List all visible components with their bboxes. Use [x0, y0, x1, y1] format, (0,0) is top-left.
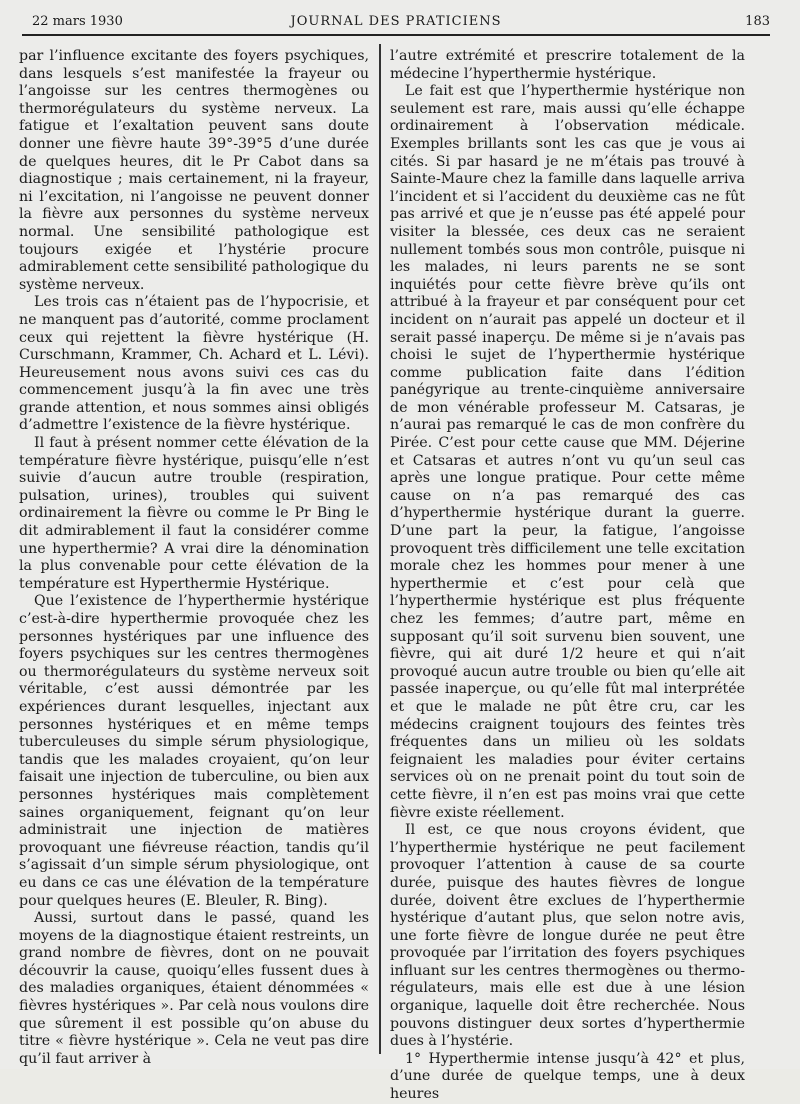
page-number: 183 [745, 14, 770, 29]
journal-title: JOURNAL DES PRATICIENS [290, 14, 502, 29]
paragraph: par l’influence excitante des foyers psychiques, dans lesquels s’est manifestée la frayeur ou l’angoisse sur les centres thermogènes ou thermorégulateurs du système nerveux. La fatigue et l’exaltation peuvent sans doute donner une fièvre haute 39°-39°5 d’une durée de quelques heures, dit le Pr Cabot dans sa diagnostique ; mais certainement, ni la frayeur, ni l’excitation, ni l’angoisse ne peuvent donner la fièvre aux personnes du système nerveux normal. Une sensibilité pathologique est toujours exigée et l’hystérie procure admirablement cette sensibilité pathologique du système nerveux. [19, 48, 369, 293]
paragraph: Le fait est que l’hyperthermie hystérique non seulement est rare, mais aussi qu’elle échappe ordinairement à l’observation médicale. Exemples brillants sont les cas que je vous ai cités. Si par hasard je ne m’étais pas trouvé à Sainte-Maure chez la famille dans laquelle arriva l’incident et si l’accident du deuxième cas ne fût pas arrivé et que je n’eusse pas été appelé pour visiter la blessée, ces deux cas ne seraient nullement tombés sous mon contrôle, puisque ni les malades, ni leurs parents ne se sont inquiétés pour cette fièvre brève qu’ils ont attribué à la frayeur et par conséquent pour cet incident on n’aurait pas appelé un docteur et il serait passé inaperçu. De même si je n’avais pas choisi le sujet de l’hyperthermie hystérique comme publication faite dans l’édition panégyrique au trente-cinquième anniversaire de mon vénérable professeur M. Catsaras, je n’aurai pas remarqué le cas de mon confrère du Pirée. C’est pour cette cause que MM. Déjerine et Catsaras et autres n’ont vu qu’un seul cas après une longue pratique. Pour cette même cause on n’a pas remarqué des cas d’hyperthermie hystérique durant la guerre. D’une part la peur, la fatigue, l’angoisse provoquent très difficilement une telle excitation morale chez les hommes pour mener à une hyperthermie et c’est pour celà que l’hyperthermie hystérique est plus fréquente chez les femmes; d’autre part, même en supposant qu’il soit survenu bien souvent, une fièvre, qui ait duré 1/2 heure et qui n’ait provoqué aucun autre trouble ou bien qu’elle ait passée inaperçue, ou qu’elle fût mal interprétée et que le malade ne pût être cru, car les médecins craignent toujours des feintes très fréquentes dans un milieu où les soldats feignaient les maladies pour éviter certains services où on ne prenait point du tout soin de cette fièvre, il n’en est pas moins vrai que cette fièvre existe réellement. [390, 83, 745, 821]
paragraph: Aussi, surtout dans le passé, quand les moyens de la diagnostique étaient restreints, un grand nombre de fièvres, dont on ne pouvait découvrir la cause, quoiqu’elles fussent dues à des maladies organiques, étaient dénommées « fièvres hystériques ». Par celà nous voulons dire que sûrement il est possible qu’on abuse du titre « fièvre hystérique ». Cela ne veut pas dire qu’il faut arriver à [19, 910, 369, 1067]
left-column [19, 48, 369, 1068]
page-header [22, 10, 770, 36]
paragraph: l’autre extrémité et prescrire totalement de la médecine l’hyperthermie hystérique. [390, 48, 745, 82]
paragraph: Les trois cas n’étaient pas de l’hypocrisie, et ne manquent pas d’autorité, comme proclament ceux qui rejettent la fièvre hystérique (H. Curschmann, Krammer, Ch. Achard et L. Lévi). Heureusement nous avons suivi ces cas du commencement jusqu’à la fin avec une très grande attention, et nous sommes ainsi obligés d’admettre l’existence de la fièvre hystérique. [19, 294, 369, 434]
paragraph: 1° Hyperthermie intense jusqu’à 42° et plus, d’une durée de quelque temps, une à deux heures [390, 1050, 745, 1103]
paragraph: Il est, ce que nous croyons évident, que l’hyperthermie hystérique ne peut facilement provoquer l’attention à cause de sa courte durée, puisque des hautes fièvres de longue durée, doivent être exclues de l’hyperthermie hystérique d’autant plus, que selon notre avis, une forte fièvre de longue durée ne peut être provoquée par l’irritation des foyers psychiques influant sur les centres thermogènes ou thermo-régulateurs, mais elle est due à une lésion organique, laquelle doit être recherchée. Nous pouvons distinguer deux sortes d’hyperthermie dues à l’hystérie. [390, 822, 745, 1050]
column-divider [379, 44, 381, 1054]
paragraph: Il faut à présent nommer cette élévation de la température fièvre hystérique, puisqu’elle n’est suivie d’aucun autre trouble (respiration, pulsation, urines), troubles qui suivent ordinairement la fièvre ou comme le Pr Bing le dit admirablement il faut la considérer comme une hyperthermie? A vrai dire la dénomination la plus convenable pour cette élévation de la température est Hyperthermie Hystérique. [19, 435, 369, 592]
issue-date: 22 mars 1930 [32, 14, 123, 29]
right-column [390, 48, 745, 1104]
paragraph: Que l’existence de l’hyperthermie hystérique c’est-à-dire hyperthermie provoquée chez les personnes hystériques par une influence des foyers psychiques sur les centres thermogènes ou thermorégulateurs du système nerveux soit véritable, c’est aussi démontrée par les expériences durant lesquelles, injectant aux personnes hystériques et en même temps tuberculeuses du simple sérum physiologique, tandis que les malades croyaient, qu’on leur faisait une injection de tuberculine, ou bien aux personnes hystériques mais complètement saines organiquement, feignant qu’on leur administrait une injection de matières provoquant une fiévreuse réaction, tandis qu’il s’agissait d’un simple sérum physiologique, ont eu dans ce cas une élévation de la température pour quelques heures (E. Bleuler, R. Bing). [19, 593, 369, 909]
